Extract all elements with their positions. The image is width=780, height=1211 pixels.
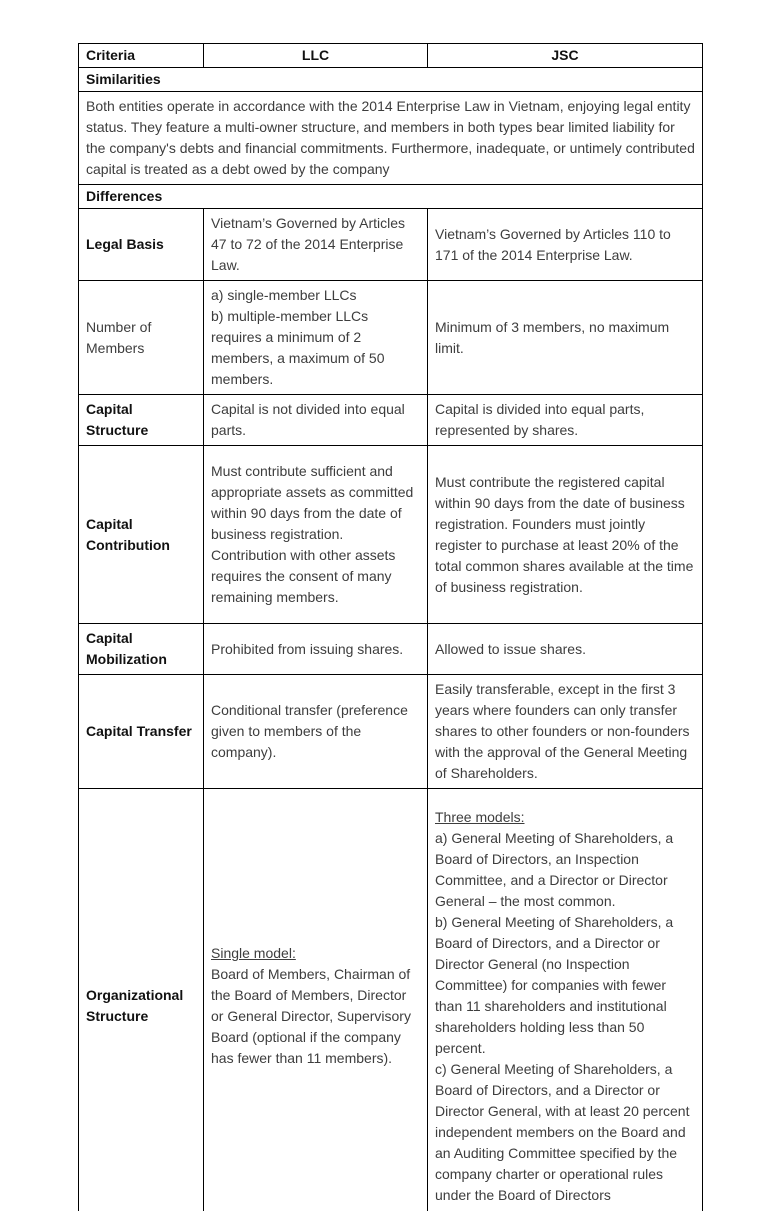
column-header-llc: LLC bbox=[204, 44, 428, 68]
table-row bbox=[79, 446, 703, 624]
llc-single-model-body: Board of Members, Chairman of the Board of Members, Director or General Director, Supervisory Board (optional if the company has fewer than 11 members). bbox=[211, 966, 411, 1066]
number-of-members-llc-cell bbox=[204, 281, 428, 395]
capital-contribution-jsc-cell: Must contribute the registered capital within 90 days from the date of business registration. Founders must jointly register to purchase at least 20% of the total common shares available at the time of business registration. bbox=[428, 446, 703, 624]
table-row bbox=[79, 624, 703, 675]
table-row bbox=[79, 209, 703, 281]
similarities-text: Both entities operate in accordance with the 2014 Enterprise Law in Vietnam, enjoying legal entity status. They feature a multi-owner structure, and members in both types bear limited liability for the company's debts and financial commitments. Furthermore, inadequate, or untimely contributed capital is treated as a debt owed by the company bbox=[79, 92, 703, 185]
legal-basis-llc-cell: Vietnam’s Governed by Articles 47 to 72 of the 2014 Enterprise Law. bbox=[204, 209, 428, 281]
criteria-capital-transfer: Capital Transfer bbox=[79, 675, 204, 789]
table-row bbox=[79, 281, 703, 395]
jsc-model-a: a) General Meeting of Shareholders, a Board of Directors, an Inspection Committee, and a Director or Director General – the most common. bbox=[435, 829, 674, 909]
criteria-number-of-members: Number of Members bbox=[79, 281, 204, 395]
differences-section-label: Differences bbox=[79, 185, 703, 209]
capital-mobilization-llc-cell: Prohibited from issuing shares. bbox=[204, 624, 428, 675]
criteria-legal-basis: Legal Basis bbox=[79, 209, 204, 281]
table-row bbox=[79, 789, 703, 1211]
capital-structure-jsc-cell: Capital is divided into equal parts, represented by shares. bbox=[428, 395, 703, 446]
jsc-model-b: b) General Meeting of Shareholders, a Board of Directors, and a Director or Director General (no Inspection Committee) for companies with fewer than 11 shareholders and institutional shareholders holding less than 50 percent. bbox=[435, 913, 674, 1056]
criteria-capital-mobilization: Capital Mobilization bbox=[79, 624, 204, 675]
capital-structure-llc-cell: Capital is not divided into equal parts. bbox=[204, 395, 428, 446]
llc-members-item-a: a) single-member LLCs bbox=[211, 287, 357, 303]
table-header-row bbox=[79, 44, 703, 68]
capital-transfer-jsc-cell: Easily transferable, except in the first 3 years where founders can only transfer shares to other founders or non-founders with the approval of the General Meeting of Shareholders. bbox=[428, 675, 703, 789]
similarities-section-row bbox=[79, 68, 703, 92]
number-of-members-jsc-cell: Minimum of 3 members, no maximum limit. bbox=[428, 281, 703, 395]
organizational-structure-llc-cell bbox=[204, 789, 428, 1211]
column-header-criteria: Criteria bbox=[79, 44, 204, 68]
differences-section-row bbox=[79, 185, 703, 209]
organizational-structure-jsc-cell bbox=[428, 789, 703, 1211]
jsc-model-c: c) General Meeting of Shareholders, a Board of Directors, and a Director or Director General, with at least 20 percent independent members on the Board and an Auditing Committee specified by the company charter or operational rules under the Board of Directors bbox=[435, 1060, 690, 1203]
criteria-organizational-structure: Organizational Structure bbox=[79, 789, 204, 1211]
capital-transfer-llc-cell: Conditional transfer (preference given to members of the company). bbox=[204, 675, 428, 789]
llc-jsc-comparison-table bbox=[78, 43, 703, 1211]
similarities-text-row bbox=[79, 92, 703, 185]
table-row bbox=[79, 675, 703, 789]
capital-mobilization-jsc-cell: Allowed to issue shares. bbox=[428, 624, 703, 675]
llc-members-item-b: b) multiple-member LLCs requires a minimum of 2 members, a maximum of 50 members. bbox=[211, 308, 385, 387]
legal-basis-jsc-cell: Vietnam’s Governed by Articles 110 to 171 of the 2014 Enterprise Law. bbox=[428, 209, 703, 281]
llc-single-model-heading: Single model: bbox=[211, 945, 296, 961]
similarities-section-label: Similarities bbox=[79, 68, 703, 92]
column-header-jsc: JSC bbox=[428, 44, 703, 68]
criteria-capital-structure: Capital Structure bbox=[79, 395, 204, 446]
jsc-three-models-heading: Three models: bbox=[435, 808, 525, 825]
capital-contribution-llc-cell: Must contribute sufficient and appropriate assets as committed within 90 days from the date of business registration. Contribution with other assets requires the consent of many remaining members. bbox=[204, 446, 428, 624]
criteria-capital-contribution: Capital Contribution bbox=[79, 446, 204, 624]
table-row bbox=[79, 395, 703, 446]
